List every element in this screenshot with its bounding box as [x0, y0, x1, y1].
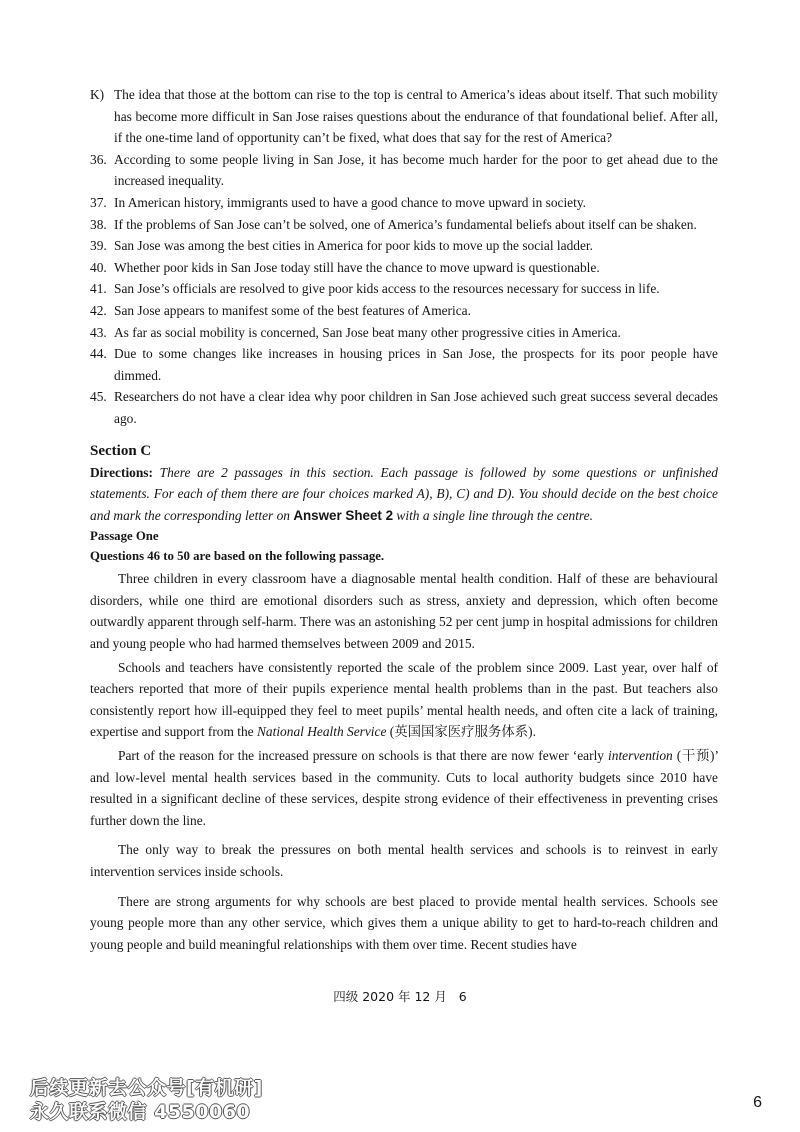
statement-item: [90, 343, 718, 386]
intervention-term: intervention: [608, 748, 673, 764]
statement-number: 40.: [90, 259, 107, 275]
statement-item: [90, 214, 718, 236]
statement-text: San Jose appears to manifest some of the best features of America.: [114, 302, 471, 318]
passage-paragraph-2: [90, 657, 718, 743]
section-title: Section C: [90, 442, 152, 459]
watermark-line-1: 后续更新去公众号[有机研]: [30, 1077, 263, 1099]
exam-page-body: [90, 84, 718, 955]
nhs-chinese-gloss: (英国国家医疗服务体系).: [389, 724, 536, 740]
statement-item: [90, 235, 718, 257]
statement-item: [90, 192, 718, 214]
paragraph-k-text: The idea that those at the bottom can rise to the top is central to America’s ideas about itself. That such mobility has become more difficult in San Jose raises questions about the endurance of that foundational belief. After all, if the one-time land of opportunity can’t be fixed, what does that say for the rest of America?: [114, 87, 718, 146]
answer-sheet-reference: Answer Sheet 2: [293, 507, 394, 523]
statement-number: 42.: [90, 302, 107, 318]
statement-text: If the problems of San Jose can’t be solved, one of America’s fundamental beliefs about itself can be shaken.: [114, 216, 697, 232]
statement-number: 41.: [90, 281, 107, 297]
statement-number: 45.: [90, 389, 107, 405]
passage-paragraph-4: The only way to break the pressures on both mental health services and schools is to reinvest in early intervention services inside schools.: [90, 842, 718, 879]
section-directions: [90, 462, 718, 527]
passage-paragraph-3-text: and low-level mental health services based in the community. Cuts to local authority budgets since 2010 have resulted in a significant decline of these services, despite strong evidence of their effectiveness in preventing crises further down the line.: [90, 769, 718, 828]
statement-number: 39.: [90, 238, 107, 254]
statement-item: [90, 300, 718, 322]
directions-text: There are 2 passages in this section. Each passage is followed by some questions or unfinished statements. For each of them there are four choices marked A), B), C) and D). You should decide on the best choice and mark the corresponding letter on: [90, 464, 718, 523]
directions-label: Directions:: [90, 464, 153, 480]
statement-text: San Jose’s officials are resolved to give poor kids access to the resources necessary for success in life.: [114, 281, 660, 297]
statement-item: [90, 386, 718, 429]
paragraph-k-label: K): [90, 87, 105, 102]
passage-paragraph-1: Three children in every classroom have a diagnosable mental health condition. Half of these are behavioural disorders, while one third are emotional disorders such as stress, anxiety and depression, which often become outwardly apparent through self-harm. There was an astonishing 52 per cent jump in hospital admissions for children and young people who had harmed themselves between 2009 and 2015.: [90, 571, 718, 652]
statement-number: 37.: [90, 194, 107, 210]
intervention-chinese-gloss: (干预)’: [676, 748, 718, 764]
statement-number: 38.: [90, 216, 107, 232]
statement-text: Due to some changes like increases in housing prices in San Jose, the prospects for its poor people have dimmed.: [114, 346, 718, 383]
passage-title: Passage One: [90, 529, 159, 544]
nhs-term: National Health Service: [256, 724, 387, 740]
corner-page-number: 6: [753, 1094, 762, 1111]
questions-heading: Questions 46 to 50 are based on the following passage.: [90, 549, 385, 564]
statement-item: [90, 149, 718, 192]
statement-number: 44.: [90, 346, 107, 362]
statement-text: Researchers do not have a clear idea why poor children in San Jose achieved such great success several decades ago.: [114, 389, 718, 426]
passage-paragraph-2-text: Schools and teachers have consistently reported the scale of the problem since 2009. Last year, over half of teachers reported that more of their pupils experience mental health problems than in the past. But teachers also consistently report how ill-equipped they feel to meet pupils’ mental health needs, and often cite a lack of training, expertise and support from the: [90, 659, 718, 740]
passage-paragraph-5: There are strong arguments for why schools are best placed to provide mental health services. Schools see young people more than any other service, which gives them a unique ability to get to hard-to-reach children and young people and build meaningful relationships with them over time. Recent studies have: [90, 893, 718, 952]
passage-paragraph-3: [90, 745, 718, 831]
exam-label: 四级 2020 年 12 月: [333, 989, 447, 1004]
statement-list: [90, 149, 718, 430]
watermark-text: [30, 1076, 263, 1124]
footer-page-number: 6: [458, 989, 467, 1004]
statement-item: [90, 322, 718, 344]
watermark-line-2: 永久联系微信 4550060: [30, 1101, 251, 1123]
passage-paragraph-3-lead: Part of the reason for the increased pressure on schools is that there are now fewer ‘early: [118, 748, 604, 764]
statement-item: [90, 257, 718, 279]
statement-number: 36.: [90, 151, 107, 167]
directions-tail: with a single line through the centre.: [396, 507, 593, 523]
statement-text: San Jose was among the best cities in America for poor kids to move up the social ladder.: [114, 238, 593, 254]
statement-item: [90, 278, 718, 300]
paragraph-k: [90, 84, 718, 149]
page-footer: [0, 986, 800, 1008]
statement-text: According to some people living in San Jose, it has become much harder for the poor to get ahead due to the increased inequality.: [114, 151, 718, 189]
statement-text: As far as social mobility is concerned, San Jose beat many other progressive cities in America.: [114, 324, 621, 340]
statement-number: 43.: [90, 324, 107, 340]
statement-text: Whether poor kids in San Jose today still have the chance to move upward is questionable.: [114, 259, 600, 275]
statement-text: In American history, immigrants used to have a good chance to move upward in society.: [114, 194, 587, 210]
